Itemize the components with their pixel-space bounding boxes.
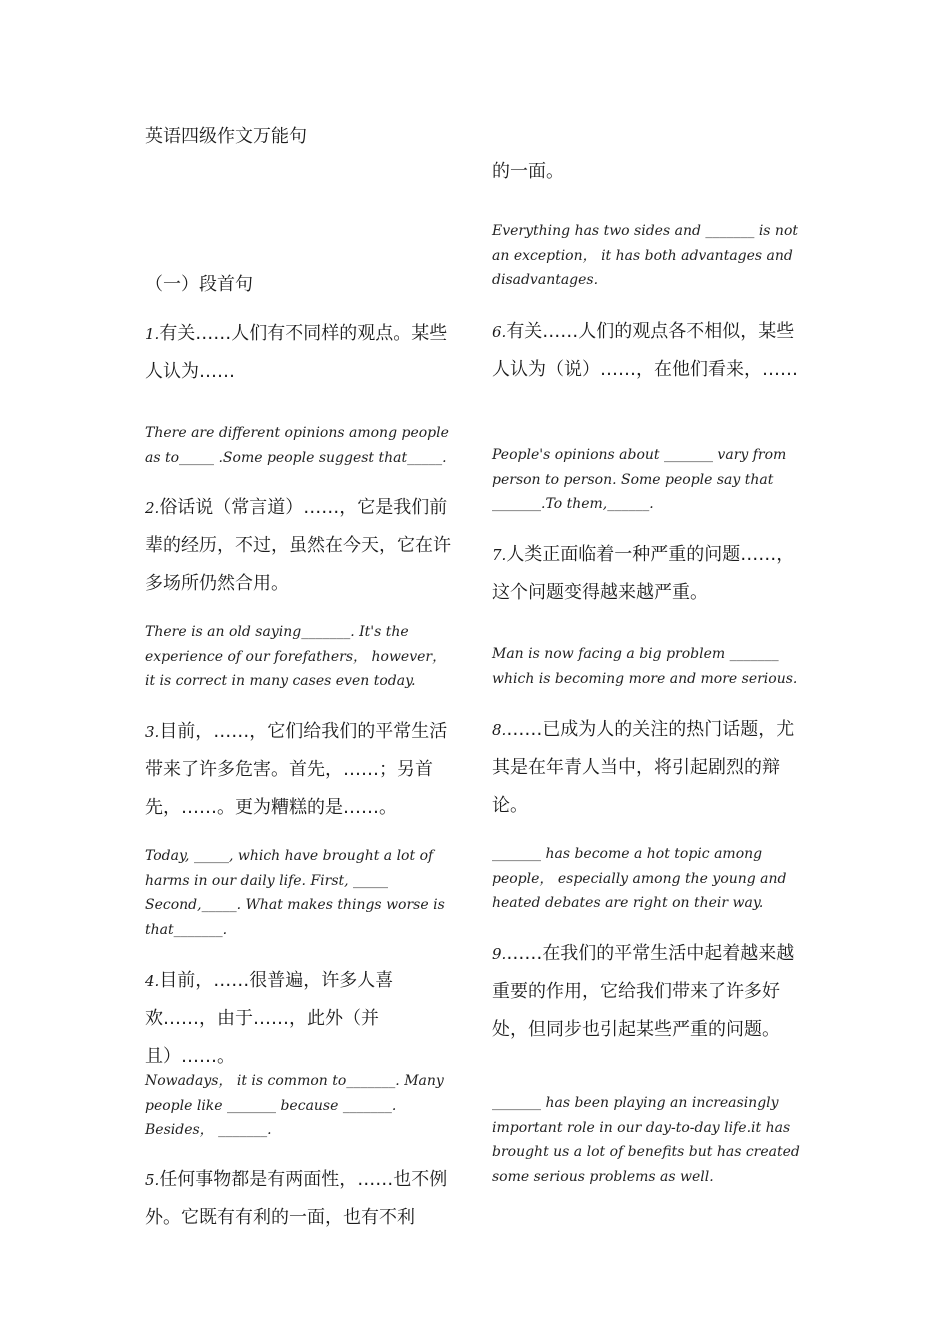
item-4-chinese-text: 目前，……很普遍，许多人喜欢……，由于……，此外（并且）……。 (145, 970, 394, 1067)
item-5-number: 5. (145, 1171, 160, 1189)
document-title: 英语四级作文万能句 (145, 126, 307, 147)
item-5-chinese (145, 1161, 457, 1237)
item-5-english: Everything has two sides and _______ is not an exception， it has both advantages and disadvantages. (492, 223, 799, 288)
item-1-english: There are different opinions among people as to_____ .Some people suggest that_____. (145, 425, 449, 466)
item-9-chinese-text: ……在我们的平常生活中起着越来越重要的作用，它给我们带来了许多好处，但同步也引起某些严重的问题。 (492, 943, 795, 1040)
item-1-chinese-text: 有关……人们有不同样的观点。某些人认为…… (145, 323, 448, 382)
item-4-english: Nowadays， it is common to_______. Many people like _______ because _______. Besides， _______. (145, 1073, 444, 1138)
item-9-english: _______ has been playing an increasingly important role in our day-to-day life.it has brought us a lot of benefits but has created some serious problems as well. (492, 1095, 800, 1185)
item-6-chinese (492, 313, 804, 389)
item-1-number: 1. (145, 325, 160, 343)
item-7-number: 7. (492, 546, 507, 564)
item-8-number: 8. (492, 721, 507, 739)
item-6-number: 6. (492, 323, 507, 341)
item-1-chinese (145, 315, 457, 391)
item-4-number: 4. (145, 972, 160, 990)
item-3-chinese (145, 713, 457, 827)
item-2-chinese (145, 489, 457, 603)
item-8-chinese-text: ……已成为人的关注的热门话题，尤其是在年青人当中，将引起剧烈的辩论。 (492, 719, 795, 816)
item-6-chinese-text: 有关……人们的观点各不相似，某些人认为（说）……，在他们看来，…… (492, 321, 798, 380)
item-9-chinese (492, 935, 804, 1049)
item-7-english: Man is now facing a big problem _______ which is becoming more and more serious. (492, 646, 798, 687)
item-2-english: There is an old saying_______. It's the experience of our forefathers， however， it is correct in many cases even today. (145, 624, 447, 689)
item-5-continuation: 的一面。 (492, 161, 564, 182)
item-8-english: _______ has become a hot topic among people， especially among the young and heated debates are right on their way. (492, 846, 787, 911)
item-8-chinese (492, 711, 804, 825)
item-4-chinese (145, 962, 457, 1076)
item-6-english: People's opinions about _______ vary from person to person. Some people say that _______.To them,______. (492, 447, 787, 512)
item-7-chinese-text: 人类正面临着一种严重的问题……，这个问题变得越来越严重。 (492, 544, 795, 603)
item-2-chinese-text: 俗话说（常言道）……，它是我们前辈的经历，不过，虽然在今天，它在许多场所仍然合用。 (145, 497, 451, 594)
item-2-number: 2. (145, 499, 160, 517)
item-3-english: Today, _____, which have brought a lot of harms in our daily life. First, _____ Second,_____. What makes things worse is that_______. (145, 848, 445, 938)
item-9-number: 9. (492, 945, 507, 963)
item-3-number: 3. (145, 723, 160, 741)
item-5-chinese-text: 任何事物都是有两面性，……也不例外。它既有有利的一面，也有不利 (145, 1169, 448, 1228)
item-3-chinese-text: 目前，……，它们给我们的平常生活带来了许多危害。首先，……；另首先，……。更为糟糕的是……。 (145, 721, 448, 818)
section-heading: （一）段首句 (145, 274, 253, 295)
item-7-chinese (492, 536, 804, 612)
